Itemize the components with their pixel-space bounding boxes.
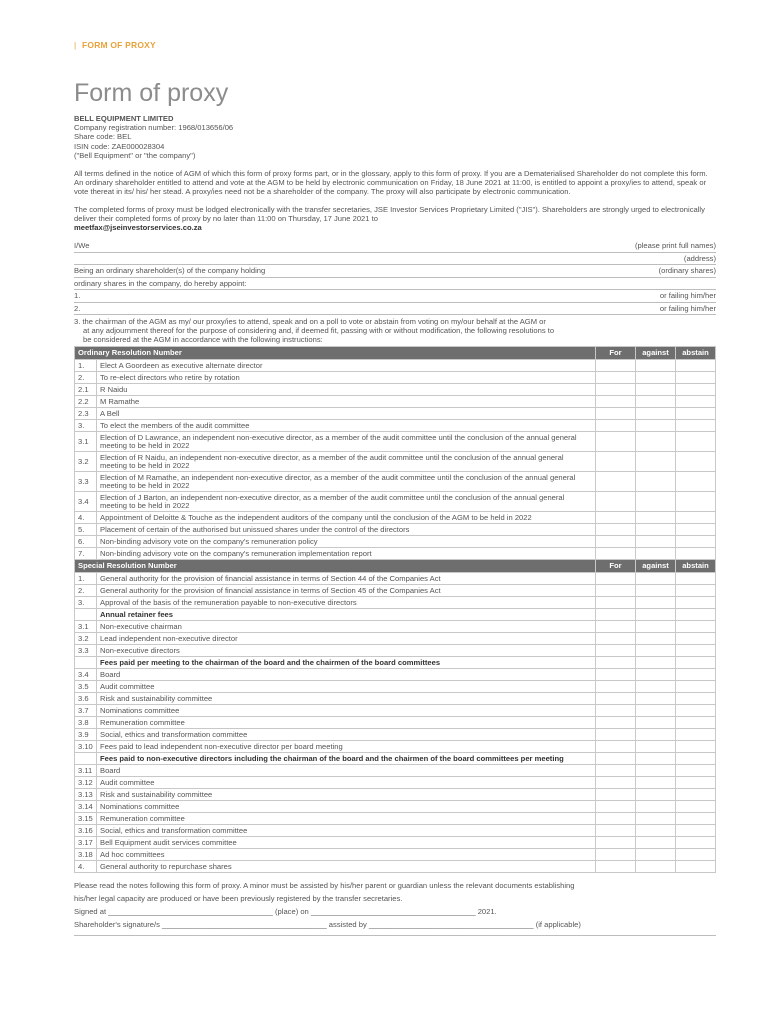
vote-abstain-cell[interactable] — [676, 585, 716, 597]
vote-for-cell[interactable] — [596, 849, 636, 861]
vote-abstain-cell[interactable] — [676, 524, 716, 536]
vote-for-cell[interactable] — [596, 420, 636, 432]
shares-line[interactable] — [74, 265, 716, 278]
resolution-number: 3.13 — [75, 789, 97, 801]
vote-against-cell[interactable] — [636, 801, 676, 813]
ordinary-resolution-row — [75, 452, 716, 472]
resolution-number: 1. — [75, 573, 97, 585]
resolution-number: 3.2 — [75, 452, 97, 472]
resolution-description: General authority for the provision of financial assistance in terms of Section 45 of the Companies Act — [97, 585, 596, 597]
vote-abstain-cell[interactable] — [676, 548, 716, 560]
vote-for-cell[interactable] — [596, 512, 636, 524]
vote-against-cell[interactable] — [636, 825, 676, 837]
resolution-number: 3.5 — [75, 681, 97, 693]
vote-abstain-cell[interactable] — [676, 633, 716, 645]
ordinary-resolution-row — [75, 524, 716, 536]
ordinary-resolution-row — [75, 360, 716, 372]
resolution-description: Nominations committee — [97, 801, 596, 813]
being-label: Being an ordinary shareholder(s) of the company holding — [74, 266, 266, 276]
vote-for-cell[interactable] — [596, 492, 636, 512]
vote-for-cell[interactable] — [596, 408, 636, 420]
vote-against-cell[interactable] — [636, 789, 676, 801]
ordinary-resolution-row — [75, 472, 716, 492]
vote-abstain-cell[interactable] — [676, 360, 716, 372]
intro-paragraph-3 — [74, 205, 716, 233]
special-resolution-row — [75, 801, 716, 813]
proxy-1-number: 1. — [74, 291, 81, 301]
ordinary-header: Ordinary Resolution Number — [75, 347, 596, 360]
vote-against-cell[interactable] — [636, 849, 676, 861]
vote-against-cell[interactable] — [636, 705, 676, 717]
special-resolution-row — [75, 753, 716, 765]
resolution-description: Non-executive chairman — [97, 621, 596, 633]
special-resolution-row — [75, 669, 716, 681]
ordinary-resolution-row — [75, 408, 716, 420]
resolution-description: Annual retainer fees — [97, 609, 596, 621]
resolution-number: 4. — [75, 512, 97, 524]
intro-paragraph-2: An ordinary shareholder entitled to attend and vote at the AGM to be held by electronic communication on Friday, 18 June 2021 at 11:00, is entitled to appoint a proxy/ies to attend, speak or vote thereat in its/ his/ her stead. A proxy/ies need not be a shareholder of the company. The proxy will also participate by electronic communication. — [74, 178, 707, 197]
resolution-number: 3.15 — [75, 813, 97, 825]
resolution-description: R Naidu — [97, 384, 596, 396]
vote-for-cell[interactable] — [596, 452, 636, 472]
vote-abstain-cell[interactable] — [676, 396, 716, 408]
chairman-instruction — [74, 317, 716, 344]
resolution-description: Risk and sustainability committee — [97, 789, 596, 801]
special-resolution-row — [75, 585, 716, 597]
vote-for-cell[interactable] — [596, 548, 636, 560]
resolution-number: 3.17 — [75, 837, 97, 849]
chairman-line-2: at any adjournment thereof for the purpose of considering and, if deemed fit, passing with or without modification, the following resolutions to — [83, 326, 555, 336]
appoint-line — [74, 278, 716, 291]
vote-for-cell[interactable] — [596, 861, 636, 873]
resolution-description: Non-binding advisory vote on the company's remuneration implementation report — [97, 548, 596, 560]
vote-against-cell[interactable] — [636, 633, 676, 645]
resolution-number: 3.12 — [75, 777, 97, 789]
special-resolution-row — [75, 789, 716, 801]
resolution-number: 7. — [75, 548, 97, 560]
vote-abstain-cell[interactable] — [676, 753, 716, 765]
resolution-number: 3.2 — [75, 633, 97, 645]
vote-for-cell[interactable] — [596, 825, 636, 837]
vote-abstain-cell[interactable] — [676, 384, 716, 396]
ordinary-resolution-row — [75, 384, 716, 396]
resolution-description: Elect A Goordeen as executive alternate director — [97, 360, 596, 372]
resolution-number — [75, 657, 97, 669]
resolution-number — [75, 609, 97, 621]
vote-abstain-cell[interactable] — [676, 621, 716, 633]
resolutions-table — [74, 346, 716, 873]
note-line-2: his/her legal capacity are produced or have been previously registered by the transfer secretaries. — [74, 894, 403, 904]
vote-abstain-cell[interactable] — [676, 729, 716, 741]
vote-for-cell[interactable] — [596, 669, 636, 681]
vote-against-cell[interactable] — [636, 645, 676, 657]
resolution-description: Non-binding advisory vote on the company's remuneration policy — [97, 536, 596, 548]
resolution-number: 3.11 — [75, 765, 97, 777]
vote-against-cell[interactable] — [636, 765, 676, 777]
vote-for-cell[interactable] — [596, 729, 636, 741]
resolution-number: 2. — [75, 585, 97, 597]
special-resolution-row — [75, 609, 716, 621]
vote-abstain-cell[interactable] — [676, 597, 716, 609]
ordinary-resolution-row — [75, 536, 716, 548]
footer-notes — [74, 879, 716, 931]
vote-for-cell[interactable] — [596, 801, 636, 813]
chairman-line-3: be considered at the AGM in accordance with the following instructions: — [83, 335, 323, 345]
vote-for-cell[interactable] — [596, 597, 636, 609]
vote-against-cell[interactable] — [636, 524, 676, 536]
resolution-description: Placement of certain of the authorised but unissued shares under the control of the directors — [97, 524, 596, 536]
vote-against-cell[interactable] — [636, 729, 676, 741]
ordinary-resolution-row — [75, 512, 716, 524]
vote-for-cell[interactable] — [596, 777, 636, 789]
vote-for-cell[interactable] — [596, 573, 636, 585]
vote-abstain-cell[interactable] — [676, 837, 716, 849]
vote-against-cell[interactable] — [636, 432, 676, 452]
page-title: Form of proxy — [74, 79, 229, 107]
vote-for-cell[interactable] — [596, 657, 636, 669]
resolution-number: 6. — [75, 536, 97, 548]
vote-abstain-cell[interactable] — [676, 705, 716, 717]
resolution-description: Remuneration committee — [97, 813, 596, 825]
name-line[interactable] — [74, 240, 716, 253]
vote-abstain-cell[interactable] — [676, 765, 716, 777]
resolution-description: Fees paid to non-executive directors including the chairman of the board and the chairmen of the board committees per meeting — [97, 753, 596, 765]
vote-for-cell[interactable] — [596, 789, 636, 801]
ordinary-resolution-row — [75, 492, 716, 512]
special-abstain-header: abstain — [676, 560, 716, 573]
section-header — [74, 40, 716, 56]
resolution-number — [75, 753, 97, 765]
vote-against-cell[interactable] — [636, 396, 676, 408]
company-details — [74, 114, 716, 160]
vote-against-cell[interactable] — [636, 548, 676, 560]
resolution-number: 3.6 — [75, 693, 97, 705]
ordinary-resolution-row — [75, 432, 716, 452]
vote-abstain-cell[interactable] — [676, 657, 716, 669]
resolution-number: 3.9 — [75, 729, 97, 741]
header-label: FORM OF PROXY — [81, 40, 156, 50]
vote-against-cell[interactable] — [636, 585, 676, 597]
vote-for-cell[interactable] — [596, 536, 636, 548]
proxy-1-failing: or failing him/her — [659, 291, 716, 301]
resolution-description: Remuneration committee — [97, 717, 596, 729]
special-for-header: For — [596, 560, 636, 573]
resolution-number: 2. — [75, 372, 97, 384]
vote-abstain-cell[interactable] — [676, 741, 716, 753]
vote-for-cell[interactable] — [596, 645, 636, 657]
resolution-description: Risk and sustainability committee — [97, 693, 596, 705]
vote-abstain-cell[interactable] — [676, 849, 716, 861]
resolution-number: 3.14 — [75, 801, 97, 813]
form-page — [74, 40, 716, 936]
proxy-1-line[interactable] — [74, 290, 716, 303]
vote-abstain-cell[interactable] — [676, 717, 716, 729]
resolution-description: To re-elect directors who retire by rotation — [97, 372, 596, 384]
vote-abstain-cell[interactable] — [676, 609, 716, 621]
resolution-description: To elect the members of the audit committee — [97, 420, 596, 432]
special-resolution-row — [75, 741, 716, 753]
resolution-number: 3. — [75, 597, 97, 609]
ordinary-against-header: against — [636, 347, 676, 360]
vote-against-cell[interactable] — [636, 837, 676, 849]
vote-against-cell[interactable] — [636, 693, 676, 705]
special-resolution-row — [75, 717, 716, 729]
resolution-description: Audit committee — [97, 681, 596, 693]
shareholder-lines — [74, 240, 716, 315]
resolution-description: Social, ethics and transformation committee — [97, 729, 596, 741]
special-resolution-row — [75, 633, 716, 645]
resolution-number: 3.16 — [75, 825, 97, 837]
header-bar: | — [74, 40, 77, 50]
chairman-line-1: 3. the chairman of the AGM as my/ our proxy/ies to attend, speak and on a poll to vote or abstain from voting on my/our behalf at the AGM or — [74, 317, 546, 327]
vote-against-cell[interactable] — [636, 452, 676, 472]
special-header: Special Resolution Number — [75, 560, 596, 573]
bottom-rule — [74, 935, 716, 936]
vote-abstain-cell[interactable] — [676, 861, 716, 873]
ordinary-resolution-row — [75, 548, 716, 560]
proxy-2-failing: or failing him/her — [659, 303, 716, 313]
vote-against-cell[interactable] — [636, 384, 676, 396]
vote-against-cell[interactable] — [636, 573, 676, 585]
share-code: Share code: BEL — [74, 132, 132, 142]
vote-abstain-cell[interactable] — [676, 801, 716, 813]
vote-abstain-cell[interactable] — [676, 573, 716, 585]
vote-abstain-cell[interactable] — [676, 420, 716, 432]
resolution-number: 3.3 — [75, 472, 97, 492]
special-resolution-row — [75, 681, 716, 693]
note-line-1: Please read the notes following this form of proxy. A minor must be assisted by his/her parent or guardian unless the relevant documents establishing — [74, 881, 575, 891]
vote-abstain-cell[interactable] — [676, 452, 716, 472]
vote-for-cell[interactable] — [596, 705, 636, 717]
intro-paragraph-1: All terms defined in the notice of AGM of which this form of proxy forms part, or in the glossary, apply to this form of proxy. If you are a Dematerialised Shareholder do not complete this form. — [74, 169, 708, 179]
vote-for-cell[interactable] — [596, 396, 636, 408]
resolution-description: Appointment of Deloitte & Touche as the independent auditors of the company until the conclusion of the AGM to be held in 2022 — [97, 512, 596, 524]
special-resolution-row — [75, 813, 716, 825]
print-names-label: (please print full names) — [634, 241, 716, 251]
resolution-number: 2.3 — [75, 408, 97, 420]
vote-for-cell[interactable] — [596, 633, 636, 645]
isin-code: ISIN code: ZAE000028304 — [74, 141, 165, 151]
resolution-description: Board — [97, 765, 596, 777]
special-against-header: against — [636, 560, 676, 573]
vote-against-cell[interactable] — [636, 681, 676, 693]
ordinary-header-row — [75, 347, 716, 360]
vote-against-cell[interactable] — [636, 492, 676, 512]
special-resolution-row — [75, 861, 716, 873]
ordinary-for-header: For — [596, 347, 636, 360]
resolution-number: 1. — [75, 360, 97, 372]
vote-abstain-cell[interactable] — [676, 645, 716, 657]
vote-abstain-cell[interactable] — [676, 693, 716, 705]
resolution-description: M Ramathe — [97, 396, 596, 408]
special-resolution-row — [75, 693, 716, 705]
vote-against-cell[interactable] — [636, 372, 676, 384]
resolution-description: General authority to repurchase shares — [97, 861, 596, 873]
special-resolution-row — [75, 849, 716, 861]
address-label: (address) — [683, 253, 716, 263]
vote-for-cell[interactable] — [596, 693, 636, 705]
resolution-description: A Bell — [97, 408, 596, 420]
resolution-description: Approval of the basis of the remuneration payable to non-executive directors — [97, 597, 596, 609]
resolution-number: 3.8 — [75, 717, 97, 729]
resolution-number: 3.7 — [75, 705, 97, 717]
resolution-description: Lead independent non-executive director — [97, 633, 596, 645]
resolution-number: 3.4 — [75, 669, 97, 681]
resolution-description: Ad hoc committees — [97, 849, 596, 861]
vote-abstain-cell[interactable] — [676, 777, 716, 789]
resolution-number: 5. — [75, 524, 97, 536]
vote-abstain-cell[interactable] — [676, 512, 716, 524]
resolution-number: 3.4 — [75, 492, 97, 512]
vote-abstain-cell[interactable] — [676, 372, 716, 384]
vote-against-cell[interactable] — [636, 597, 676, 609]
vote-abstain-cell[interactable] — [676, 669, 716, 681]
vote-against-cell[interactable] — [636, 512, 676, 524]
special-resolution-row — [75, 597, 716, 609]
vote-against-cell[interactable] — [636, 717, 676, 729]
vote-against-cell[interactable] — [636, 669, 676, 681]
resolution-description: Election of D Lawrance, an independent non-executive director, as a member of the audit committee until the conclusion of the annual general meeting to be held in 2022 — [97, 432, 596, 452]
resolution-description: Fees paid to lead independent non-executive director per board meeting — [97, 741, 596, 753]
company-alias: ("Bell Equipment" or "the company") — [74, 150, 196, 160]
resolution-number: 4. — [75, 861, 97, 873]
resolution-description: Fees paid per meeting to the chairman of the board and the chairmen of the board committees — [97, 657, 596, 669]
proxy-2-number: 2. — [74, 303, 81, 313]
vote-against-cell[interactable] — [636, 813, 676, 825]
lodge-instructions: The completed forms of proxy must be lodged electronically with the transfer secretaries, JSE Investor Services Proprietary Limited ("JIS"). Shareholders are strongly urged to electronically deliver their completed forms of proxy by no later than 11:00 on Thursday, 17 June 2021 to — [74, 204, 705, 223]
vote-for-cell[interactable] — [596, 813, 636, 825]
special-resolution-row — [75, 657, 716, 669]
vote-abstain-cell[interactable] — [676, 492, 716, 512]
vote-for-cell[interactable] — [596, 681, 636, 693]
vote-for-cell[interactable] — [596, 585, 636, 597]
resolution-description: Election of R Naidu, an independent non-executive director, as a member of the audit committee until the conclusion of the annual general meeting to be held in 2022 — [97, 452, 596, 472]
company-name: BELL EQUIPMENT LIMITED — [74, 114, 174, 123]
resolution-number: 3.10 — [75, 741, 97, 753]
vote-against-cell[interactable] — [636, 408, 676, 420]
vote-against-cell[interactable] — [636, 420, 676, 432]
resolution-number: 3. — [75, 420, 97, 432]
special-header-row — [75, 560, 716, 573]
vote-against-cell[interactable] — [636, 657, 676, 669]
special-resolution-row — [75, 765, 716, 777]
vote-for-cell[interactable] — [596, 524, 636, 536]
resolution-description: Election of M Ramathe, an independent non-executive director, as a member of the audit committee until the conclusion of the annual general meeting to be held in 2022 — [97, 472, 596, 492]
special-resolution-row — [75, 705, 716, 717]
vote-for-cell[interactable] — [596, 432, 636, 452]
vote-abstain-cell[interactable] — [676, 432, 716, 452]
vote-against-cell[interactable] — [636, 777, 676, 789]
special-resolution-row — [75, 729, 716, 741]
resolution-description: Social, ethics and transformation committee — [97, 825, 596, 837]
vote-abstain-cell[interactable] — [676, 472, 716, 492]
vote-against-cell[interactable] — [636, 753, 676, 765]
vote-abstain-cell[interactable] — [676, 789, 716, 801]
vote-against-cell[interactable] — [636, 536, 676, 548]
resolution-number: 3.1 — [75, 621, 97, 633]
ordinary-resolution-row — [75, 396, 716, 408]
resolution-number: 2.1 — [75, 384, 97, 396]
vote-for-cell[interactable] — [596, 372, 636, 384]
vote-against-cell[interactable] — [636, 472, 676, 492]
address-line[interactable] — [74, 253, 716, 266]
resolution-description: Bell Equipment audit services committee — [97, 837, 596, 849]
special-resolution-row — [75, 777, 716, 789]
resolution-number: 3.1 — [75, 432, 97, 452]
vote-for-cell[interactable] — [596, 717, 636, 729]
special-resolution-row — [75, 573, 716, 585]
company-registration: Company registration number: 1968/013656/06 — [74, 123, 234, 133]
vote-abstain-cell[interactable] — [676, 825, 716, 837]
vote-for-cell[interactable] — [596, 609, 636, 621]
resolution-description: Non-executive directors — [97, 645, 596, 657]
special-resolution-row — [75, 621, 716, 633]
vote-against-cell[interactable] — [636, 621, 676, 633]
vote-for-cell[interactable] — [596, 472, 636, 492]
vote-abstain-cell[interactable] — [676, 681, 716, 693]
resolution-description: Board — [97, 669, 596, 681]
vote-for-cell[interactable] — [596, 837, 636, 849]
vote-for-cell[interactable] — [596, 384, 636, 396]
vote-against-cell[interactable] — [636, 360, 676, 372]
appoint-label: ordinary shares in the company, do hereby appoint: — [74, 278, 247, 288]
ordinary-abstain-header: abstain — [676, 347, 716, 360]
vote-for-cell[interactable] — [596, 621, 636, 633]
resolution-description: General authority for the provision of financial assistance in terms of Section 44 of the Companies Act — [97, 573, 596, 585]
vote-abstain-cell[interactable] — [676, 813, 716, 825]
vote-for-cell[interactable] — [596, 753, 636, 765]
vote-against-cell[interactable] — [636, 861, 676, 873]
vote-abstain-cell[interactable] — [676, 536, 716, 548]
vote-for-cell[interactable] — [596, 741, 636, 753]
resolution-number: 3.3 — [75, 645, 97, 657]
resolution-number: 2.2 — [75, 396, 97, 408]
iwe-label: I/We — [74, 241, 90, 251]
resolution-description: Audit committee — [97, 777, 596, 789]
resolution-description: Election of J Barton, an independent non-executive director, as a member of the audit committee until the conclusion of the annual general meeting to be held in 2022 — [97, 492, 596, 512]
resolution-description: Nominations committee — [97, 705, 596, 717]
special-resolution-row — [75, 825, 716, 837]
vote-for-cell[interactable] — [596, 765, 636, 777]
vote-for-cell[interactable] — [596, 360, 636, 372]
proxy-2-line[interactable] — [74, 303, 716, 316]
vote-abstain-cell[interactable] — [676, 408, 716, 420]
special-resolution-row — [75, 837, 716, 849]
email-address[interactable]: meetfax@jseinvestorservices.co.za — [74, 223, 202, 233]
ordinary-resolution-row — [75, 420, 716, 432]
vote-against-cell[interactable] — [636, 609, 676, 621]
signed-at-line[interactable]: Signed at _______________________________________ (place) on _______________________________________ 2021. — [74, 907, 497, 917]
resolution-number: 3.18 — [75, 849, 97, 861]
signature-line[interactable]: Shareholder's signature/s _______________________________________ assisted by _______________________________________ (if applicable) — [74, 920, 581, 930]
ordinary-shares-label: (ordinary shares) — [658, 266, 716, 276]
ordinary-resolution-row — [75, 372, 716, 384]
special-resolution-row — [75, 645, 716, 657]
vote-against-cell[interactable] — [636, 741, 676, 753]
